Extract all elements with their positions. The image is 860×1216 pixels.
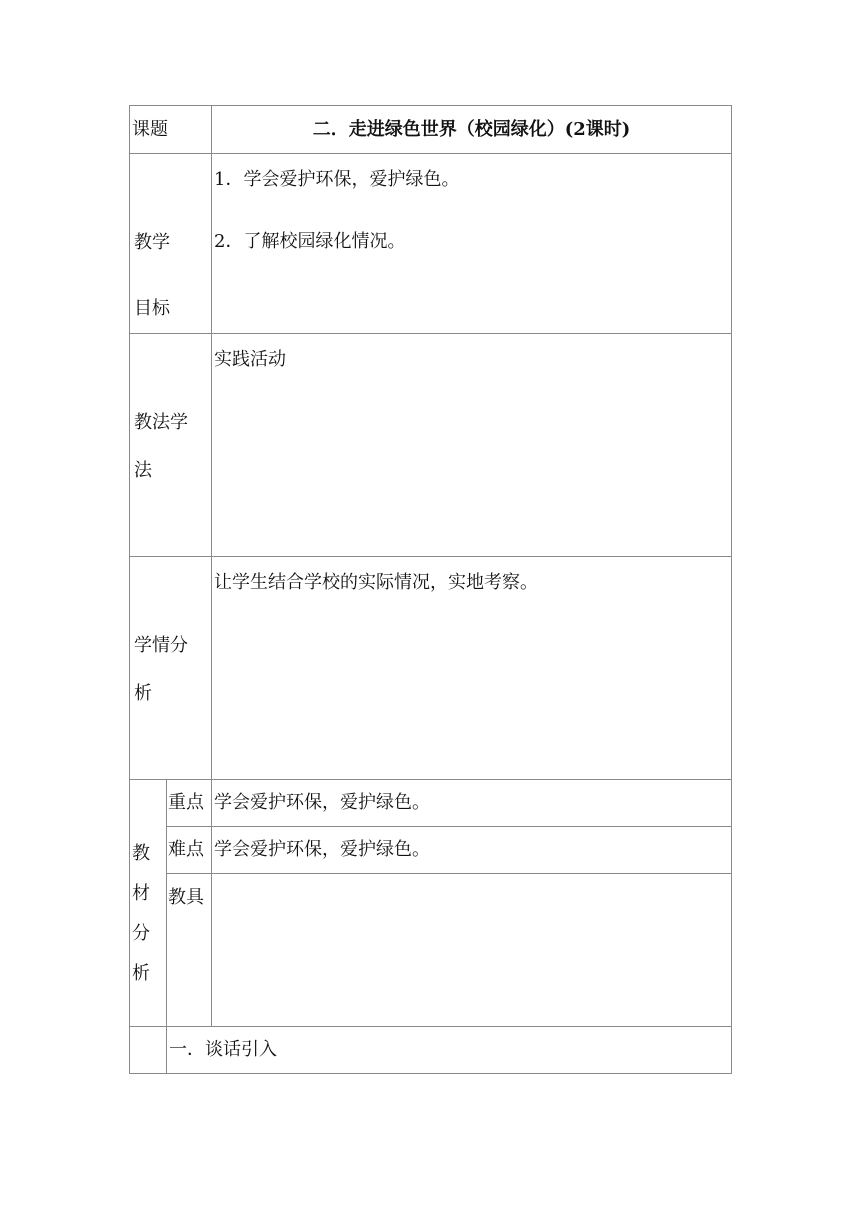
material-label-char-3: 分: [132, 923, 150, 944]
analysis-value: 让学生结合学校的实际情况，实地考察。: [214, 572, 538, 593]
topic-row: [130, 106, 732, 154]
tools-label: 教具: [167, 874, 212, 1027]
method-content: [212, 334, 732, 557]
analysis-label-line2: 析: [134, 683, 152, 704]
material-analysis-label: [130, 780, 167, 1027]
key-point-row: [130, 780, 732, 827]
lesson-plan-table: [129, 105, 732, 1074]
process-row: [130, 1027, 732, 1074]
method-label: [130, 334, 212, 557]
key-point-label: 重点: [167, 780, 212, 827]
difficulty-row: [130, 827, 732, 874]
topic-title: 二．走进绿色世界（校园绿化）(2课时): [212, 106, 732, 154]
material-label-char-1: 教: [132, 843, 150, 864]
material-label-char-4: 析: [132, 963, 150, 984]
difficulty-label: 难点: [167, 827, 212, 874]
tools-row: [130, 874, 732, 1027]
method-label-line1: 教法学: [134, 412, 188, 433]
analysis-row: [130, 557, 732, 780]
goals-label-line2: 目标: [134, 298, 170, 319]
goal-item-2: 2．了解校园绿化情况。: [214, 231, 406, 252]
goals-label-line1: 教学: [134, 232, 170, 253]
analysis-label: [130, 557, 212, 780]
material-label-char-2: 材: [132, 883, 150, 904]
process-first-step: 一．谈话引入: [167, 1027, 732, 1074]
process-empty-cell: [130, 1027, 167, 1074]
method-row: [130, 334, 732, 557]
analysis-content: [212, 557, 732, 780]
lesson-plan-sheet: [129, 105, 731, 1074]
goals-row: [130, 154, 732, 334]
method-label-line2: 法: [134, 460, 152, 481]
goal-item-1: 1．学会爱护环保，爱护绿色。: [214, 169, 460, 190]
method-value: 实践活动: [214, 349, 286, 370]
goals-content: [212, 154, 732, 334]
topic-label: 课题: [130, 106, 212, 154]
key-point-value: 学会爱护环保，爱护绿色。: [212, 780, 732, 827]
tools-value: [212, 874, 732, 1027]
goals-label: [130, 154, 212, 334]
analysis-label-line1: 学情分: [134, 635, 188, 656]
difficulty-value: 学会爱护环保，爱护绿色。: [212, 827, 732, 874]
